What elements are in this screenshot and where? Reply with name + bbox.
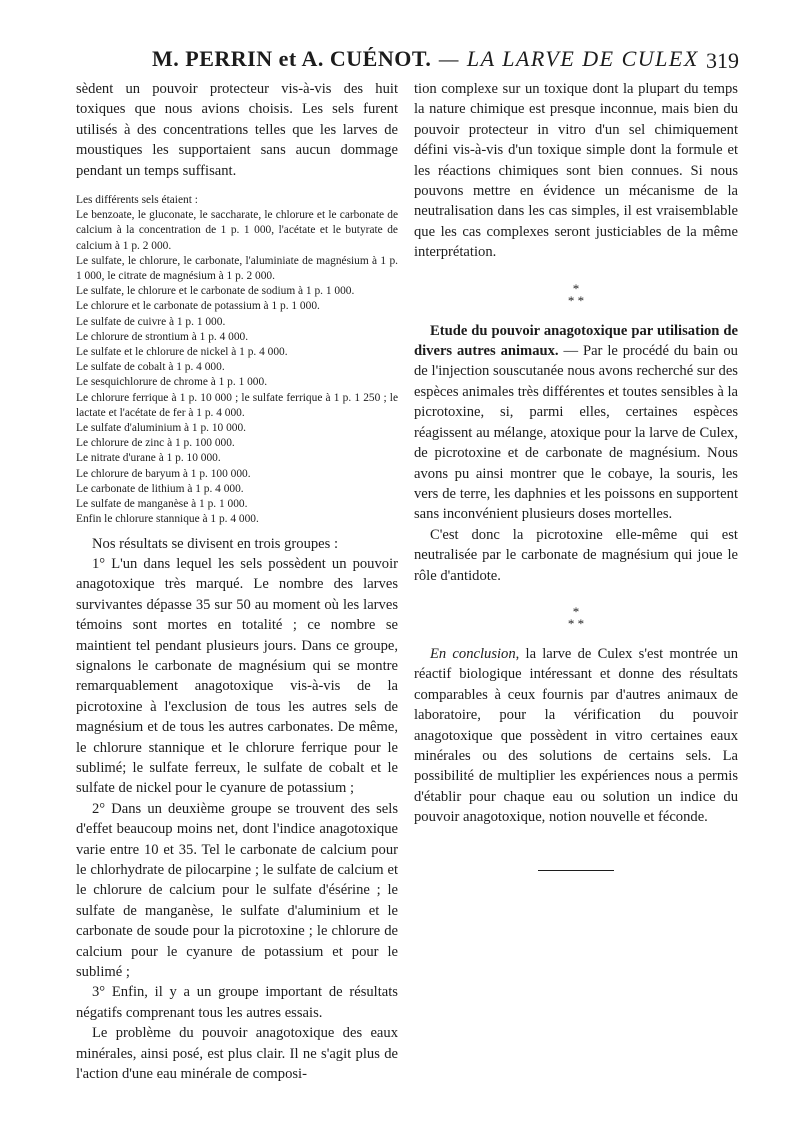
salt-item: Le nitrate d'urane à 1 p. 10 000. [76,452,221,465]
salt-item: Le chlorure et le carbonate de potassium à 1 p. 1 000. [76,300,320,313]
asterism-bottom: * * [567,292,585,308]
conclusion-lead: En conclusion [430,645,516,662]
salt-item: Le sesquichlorure de chrome à 1 p. 1 000. [76,376,268,389]
asterism-bottom: * * [567,615,585,631]
salt-item: Le chlorure de baryum à 1 p. 100 000. [76,467,251,480]
end-rule [538,870,614,871]
salt-item: Le sulfate et le chlorure de nickel à 1 p. 4 000. [76,346,288,359]
running-title [152,46,699,72]
salts-list [76,193,398,527]
salt-item: Le sulfate d'aluminium à 1 p. 10 000. [76,422,247,435]
left-column [76,79,398,1084]
salt-item: Enfin le chlorure stannique à 1 p. 4 000. [76,513,259,526]
header-authors: M. PERRIN et A. CUÉNOT. [152,46,432,71]
asterism-top: * [572,280,580,296]
left-paragraph-1: sèdent un pouvoir protecteur vis-à-vis des huit toxiques que nous avions choisis. Les sels furent utilisés à des concentrations telles que les larves de moustiques les supportaient sans aucun dommage pendant un temps suffisant. [76,81,398,179]
left-paragraph-2: Nos résultats se divisent en trois groupes : [92,535,339,552]
section-separator-asterism [414,280,738,309]
left-paragraph-5: 3° Enfin, il y a un groupe important de résultats négatifs comprenant tous les autres essais. [76,984,398,1021]
conclusion-text: , la larve de Culex s'est montrée un réactif biologique intéressant et donne des résultats comparables à ceux fournis par d'autres animaux de laboratoire, pour la vérification du pouvoir anagotoxique que possèdent in vitro certaines eaux minérales ou des solutions de certains sels. La possibilité de multiplier les expériences nous a permis d'établir pour chaque eau ou solution un indice du pouvoir anagotoxique, notion nouvelle et féconde. [414,645,739,826]
salt-item: Le sulfate de cuivre à 1 p. 1 000. [76,315,226,328]
salt-item: Le sulfate, le chlorure, le carbonate, l'aluminiate de magnésium à 1 p. 1 000, le citrate de magnésium à 1 p. 2 000. [76,254,398,283]
right-paragraph-1: tion complexe sur un toxique dont la plupart du temps la nature chimique est presque inconnue, mais bien du pouvoir protecteur in vitro d'un sel chimiquement défini vis-à-vis d'un toxique simple dont la formule et les réactions chimiques sont bien connues. Si nous pouvons mettre en évidence un mécanisme de la neutralisation dans les cas simples, il est vraisemblable que les cas complexes seront justiciables de la même interprétation. [414,81,738,261]
salt-item: Le chlorure de zinc à 1 p. 100 000. [76,437,235,450]
salt-item: Le carbonate de lithium à 1 p. 4 000. [76,482,244,495]
salt-item: Le benzoate, le gluconate, le saccharate, le chlorure et le carbonate de calcium à la concentration de 1 p. 1 000, l'acétate et le butyrate de calcium à 1 p. 2 000. [76,209,398,252]
conclusion-paragraph [414,644,738,828]
salt-item: Le chlorure ferrique à 1 p. 10 000 ; le sulfate ferrique à 1 p. 1 250 ; le lactate et l'acétate de fer à 1 p. 4 000. [76,391,398,419]
running-header [0,46,800,76]
right-paragraph-3: C'est donc la picrotoxine elle-même qui est neutralisée par le carbonate de magnésium qui joue le rôle d'antidote. [414,526,738,584]
section-paragraph [414,321,738,525]
asterism-top: * [572,603,580,619]
page-number: 319 [706,48,739,73]
right-column [414,79,738,871]
salt-item: Le chlorure de strontium à 1 p. 4 000. [76,330,249,343]
header-title: — LA LARVE DE CULEX [438,46,699,71]
salt-item: Le sulfate, le chlorure et le carbonate de sodium à 1 p. 1 000. [76,285,355,298]
section-text: — Par le procédé du bain ou de l'injection souscutanée nous avons recherché sur des espèces animales très différentes et toutes sensibles à la picrotoxine, si, parmi elles, certaines espèces réagissent au mélange, atoxique pour la larve de Culex, de picrotoxine et de carbonate de magnésium. Nous avons pu ainsi montrer que le cobaye, la souris, les vers de terre, les daphnies et les poissons en supportent sans inconvénient plusieurs doses mortelles. [414,343,738,523]
salts-list-intro: Les différents sels étaient : [76,194,198,207]
left-paragraph-3: 1° L'un dans lequel les sels possèdent un pouvoir anagotoxique très marqué. Le nombre des larves survivantes dépasse 35 sur 50 au moment où les larves témoins sont mortes en totalité ; ce nombre se maintient tel pendant plusieurs jours. Dans ce groupe, signalons le carbonate de magnésium qui se montre remarquablement anagotoxique vis-à-vis de la picrotoxine à l'exclusion de tous les autres sels de magnésium et de tous les autres carbonates. De même, le chlorure stannique et le chlorure ferrique pour le sublimé; le sulfate ferreux, le sulfate de cobalt et le sulfate de nickel pour le cyanure de potassium ; [76,555,398,797]
salt-item: Le sulfate de cobalt à 1 p. 4 000. [76,361,225,374]
conclusion-separator-asterism [414,603,738,632]
section-heading: Etude du pouvoir anagotoxique par utilisation de divers autres animaux. [414,322,738,360]
salt-item: Le sulfate de manganèse à 1 p. 1 000. [76,498,248,511]
left-paragraph-6: Le problème du pouvoir anagotoxique des eaux minérales, ainsi posé, est plus clair. Il ne s'agit plus de l'action d'une eau minérale de composi- [76,1025,398,1083]
left-paragraph-4: 2° Dans un deuxième groupe se trouvent des sels d'effet beaucoup moins net, dont l'indice anagotoxique varie entre 10 et 35. Tel le carbonate de calcium pour le chlorhydrate de pilocarpine ; le sulfate de calcium et le chlorure de calcium pour le sulfate d'ésérine ; le sulfate de manganèse, le sulfate d'aluminium et le carbonate de soude pour la picrotoxine ; le chlorure de calcium pour le cyanure de potassium et pour le sublimé ; [76,800,398,981]
